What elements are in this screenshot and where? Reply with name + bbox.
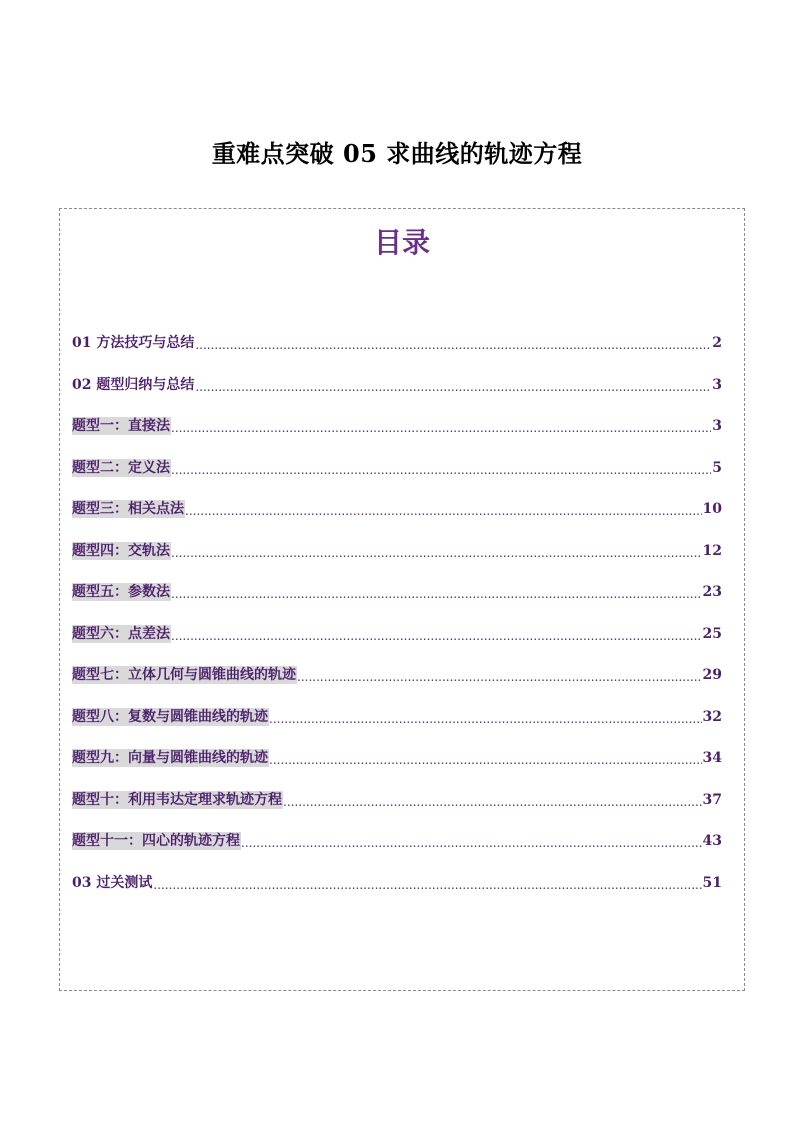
toc-entry-page-number[interactable]: 29 [702, 667, 722, 683]
toc-entry-label[interactable]: 题型七：立体几何与圆锥曲线的轨迹 [72, 667, 296, 683]
toc-list [72, 334, 722, 915]
toc-entry[interactable] [72, 417, 722, 459]
toc-dot-leader [297, 668, 702, 686]
toc-dot-leader [269, 710, 702, 728]
toc-entry-page-number[interactable]: 3 [712, 418, 722, 434]
toc-entry-label[interactable]: 题型一：直接法 [72, 418, 170, 434]
toc-entry[interactable] [72, 791, 722, 833]
toc-entry[interactable] [72, 625, 722, 667]
toc-dot-leader [283, 793, 702, 811]
toc-dot-leader [153, 876, 701, 894]
toc-dot-leader [171, 419, 711, 437]
toc-entry[interactable] [72, 500, 722, 542]
toc-entry[interactable] [72, 749, 722, 791]
toc-entry-label[interactable]: 题型八：复数与圆锥曲线的轨迹 [72, 708, 268, 725]
toc-entry-page-number[interactable]: 12 [702, 542, 722, 559]
toc-entry-label[interactable]: 题型四：交轨法 [72, 542, 170, 559]
toc-entry-page-number[interactable]: 43 [702, 833, 722, 849]
toc-dot-leader [269, 751, 702, 769]
toc-entry-page-number[interactable]: 10 [702, 501, 722, 517]
toc-entry-label[interactable]: 题型十：利用韦达定理求轨迹方程 [72, 791, 282, 808]
toc-dot-leader [185, 502, 702, 520]
toc-dot-leader [241, 834, 702, 852]
toc-entry[interactable] [72, 583, 722, 625]
toc-entry-label[interactable]: 题型十一：四心的轨迹方程 [72, 833, 240, 849]
toc-entry-label[interactable]: 题型五：参数法 [72, 584, 170, 600]
toc-dot-leader [195, 336, 711, 354]
toc-entry-page-number[interactable]: 2 [712, 335, 722, 351]
toc-dot-leader [171, 544, 702, 562]
toc-entry[interactable] [72, 832, 722, 874]
toc-dot-leader [171, 627, 702, 645]
toc-entry[interactable] [72, 376, 722, 418]
document-title: 重难点突破 05 求曲线的轨迹方程 [211, 139, 583, 168]
toc-entry-label[interactable]: 02 题型归纳与总结 [72, 376, 195, 393]
toc-entry-label[interactable]: 03 过关测试 [72, 874, 153, 891]
toc-entry-label[interactable]: 题型六：点差法 [72, 625, 170, 642]
toc-entry-page-number[interactable]: 23 [702, 584, 722, 600]
toc-entry-label[interactable]: 01 方法技巧与总结 [72, 335, 195, 351]
toc-entry[interactable] [72, 874, 722, 916]
toc-entry[interactable] [72, 459, 722, 501]
toc-entry-page-number[interactable]: 51 [702, 874, 722, 891]
toc-dot-leader [171, 461, 711, 479]
table-of-contents [59, 208, 745, 991]
toc-entry-page-number[interactable]: 3 [712, 376, 722, 393]
toc-entry-label[interactable]: 题型三：相关点法 [72, 501, 184, 517]
toc-entry-label[interactable]: 题型九：向量与圆锥曲线的轨迹 [72, 750, 268, 766]
toc-entry-page-number[interactable]: 37 [702, 791, 722, 808]
toc-entry[interactable] [72, 708, 722, 750]
toc-entry[interactable] [72, 666, 722, 708]
toc-entry-page-number[interactable]: 32 [702, 708, 722, 725]
toc-entry[interactable] [72, 334, 722, 376]
toc-entry-page-number[interactable]: 5 [712, 459, 722, 476]
toc-dot-leader [195, 378, 711, 396]
toc-entry[interactable] [72, 542, 722, 584]
toc-entry-page-number[interactable]: 34 [702, 750, 722, 766]
toc-heading: 目录 [373, 226, 430, 259]
toc-dot-leader [171, 585, 702, 603]
toc-entry-label[interactable]: 题型二：定义法 [72, 459, 170, 476]
toc-entry-page-number[interactable]: 25 [702, 625, 722, 642]
